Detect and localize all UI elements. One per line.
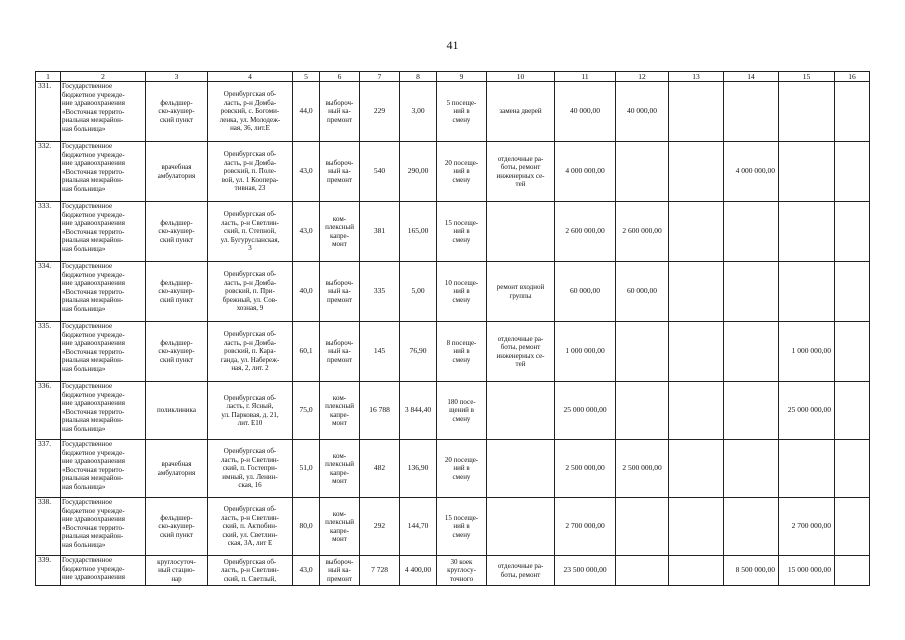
amount-col12 [616, 556, 669, 586]
amount-col15 [779, 262, 835, 322]
amount-col15: 2 700 000,00 [779, 498, 835, 556]
repair-type: выбороч- ный ка- премонт [320, 82, 360, 142]
works-description: ремонт входной группы [487, 262, 555, 322]
amount-col16 [835, 322, 870, 382]
capacity: 15 посеще- ний в смену [437, 498, 487, 556]
works-description: замена дверей [487, 82, 555, 142]
total-amount: 2 500 000,00 [555, 440, 616, 498]
cell-col7: 482 [360, 440, 400, 498]
facility-type: фельдшер- ско-акушер- ский пункт [146, 202, 208, 262]
column-number: 16 [835, 72, 870, 82]
works-description [487, 498, 555, 556]
facility-address: Оренбургская об- ласть, р-н Светлин- ский, п. Актюбин- ский, ул. Светлин- ская, 3А, лит Е [208, 498, 293, 556]
cell-col7: 7 728 [360, 556, 400, 586]
cell-col5: 80,0 [293, 498, 320, 556]
repair-type: ком- плексный капре- монт [320, 440, 360, 498]
total-amount: 25 000 000,00 [555, 382, 616, 440]
cell-col5: 60,1 [293, 322, 320, 382]
table-row [36, 498, 870, 556]
amount-col16 [835, 440, 870, 498]
cell-col7: 335 [360, 262, 400, 322]
amount-col16 [835, 142, 870, 202]
facilities-table [35, 71, 870, 586]
column-number: 15 [779, 72, 835, 82]
row-number: 338. [36, 498, 61, 556]
repair-type: ком- плексный капре- монт [320, 382, 360, 440]
amount-col14 [724, 262, 779, 322]
cell-col8: 136,90 [400, 440, 437, 498]
table-row [36, 382, 870, 440]
facility-type: фельдшер- ско-акушер- ский пункт [146, 262, 208, 322]
institution-name: Государственное бюджетное учрежде- ние здравоохранения «Восточная террито- риальная межрайон- ная больница» [61, 322, 146, 382]
total-amount: 23 500 000,00 [555, 556, 616, 586]
amount-col15 [779, 440, 835, 498]
capacity: 20 посеще- ний в смену [437, 440, 487, 498]
amount-col13 [669, 322, 724, 382]
amount-col12: 2 600 000,00 [616, 202, 669, 262]
works-description: отделочные ра- боты, ремонт [487, 556, 555, 586]
amount-col12: 60 000,00 [616, 262, 669, 322]
repair-type: выбороч- ный ка- премонт [320, 556, 360, 586]
column-number: 10 [487, 72, 555, 82]
row-number: 339. [36, 556, 61, 586]
repair-type: ком- плексный капре- монт [320, 202, 360, 262]
cell-col8: 144,70 [400, 498, 437, 556]
works-description [487, 440, 555, 498]
capacity: 30 коек круглосу- точного [437, 556, 487, 586]
repair-type: ком- плексный капре- монт [320, 498, 360, 556]
cell-col5: 75,0 [293, 382, 320, 440]
amount-col15 [779, 82, 835, 142]
amount-col13 [669, 82, 724, 142]
column-number-row [36, 72, 870, 82]
institution-name: Государственное бюджетное учрежде- ние здравоохранения «Восточная террито- риальная межрайон- ная больница» [61, 440, 146, 498]
cell-col5: 43,0 [293, 556, 320, 586]
total-amount: 60 000,00 [555, 262, 616, 322]
institution-name: Государственное бюджетное учрежде- ние здравоохранения «Восточная террито- риальная межрайон- ная больница» [61, 142, 146, 202]
facility-address: Оренбургская об- ласть, г. Ясный, ул. Парковая, д. 21, лит. Е10 [208, 382, 293, 440]
institution-name: Государственное бюджетное учрежде- ние здравоохранения «Восточная террито- риальная межрайон- ная больница» [61, 382, 146, 440]
amount-col12 [616, 382, 669, 440]
column-number: 11 [555, 72, 616, 82]
facility-type: поликлиника [146, 382, 208, 440]
row-number: 332. [36, 142, 61, 202]
facility-address: Оренбургская об- ласть, р-н Светлин- ский, п. Светлый, [208, 556, 293, 586]
amount-col15 [779, 202, 835, 262]
amount-col12 [616, 142, 669, 202]
total-amount: 4 000 000,00 [555, 142, 616, 202]
column-number: 3 [146, 72, 208, 82]
works-description [487, 202, 555, 262]
table-row [36, 556, 870, 586]
amount-col13 [669, 142, 724, 202]
amount-col12 [616, 322, 669, 382]
amount-col14 [724, 82, 779, 142]
amount-col13 [669, 556, 724, 586]
amount-col16 [835, 556, 870, 586]
cell-col7: 16 788 [360, 382, 400, 440]
cell-col7: 540 [360, 142, 400, 202]
row-number: 334. [36, 262, 61, 322]
facility-type: круглосуточ- ный стацио- нар [146, 556, 208, 586]
capacity: 20 посеще- ний в смену [437, 142, 487, 202]
table-row [36, 82, 870, 142]
table-row [36, 262, 870, 322]
table-row [36, 322, 870, 382]
cell-col8: 165,00 [400, 202, 437, 262]
column-number: 5 [293, 72, 320, 82]
amount-col14 [724, 440, 779, 498]
facility-type: фельдшер- ско-акушер- ский пункт [146, 322, 208, 382]
institution-name: Государственное бюджетное учрежде- ние здравоохранения [61, 556, 146, 586]
column-number: 7 [360, 72, 400, 82]
amount-col15: 25 000 000,00 [779, 382, 835, 440]
facility-address: Оренбургская об- ласть, р-н Домба- ровский, п. Кара- ганда, ул. Набереж- ная, 2, лит. 2 [208, 322, 293, 382]
capacity: 10 посеще- ний в смену [437, 262, 487, 322]
cell-col8: 76,90 [400, 322, 437, 382]
repair-type: выбороч- ный ка- премонт [320, 142, 360, 202]
facility-type: фельдшер- ско-акушер- ский пункт [146, 82, 208, 142]
amount-col16 [835, 82, 870, 142]
cell-col8: 3,00 [400, 82, 437, 142]
institution-name: Государственное бюджетное учрежде- ние здравоохранения «Восточная террито- риальная межрайон- ная больница» [61, 262, 146, 322]
facility-type: фельдшер- ско-акушер- ский пункт [146, 498, 208, 556]
cell-col8: 3 844,40 [400, 382, 437, 440]
amount-col14 [724, 322, 779, 382]
row-number: 337. [36, 440, 61, 498]
amount-col15 [779, 142, 835, 202]
amount-col14 [724, 382, 779, 440]
facility-address: Оренбургская об- ласть, р-н Светлин- ский, п. Степной, ул. Бугурусланская, 3 [208, 202, 293, 262]
column-number: 12 [616, 72, 669, 82]
cell-col8: 4 400,00 [400, 556, 437, 586]
cell-col7: 229 [360, 82, 400, 142]
cell-col5: 43,0 [293, 202, 320, 262]
repair-type: выбороч- ный ка- премонт [320, 262, 360, 322]
table-row [36, 202, 870, 262]
cell-col5: 40,0 [293, 262, 320, 322]
capacity: 5 посеще- ний в смену [437, 82, 487, 142]
amount-col14 [724, 498, 779, 556]
column-number: 8 [400, 72, 437, 82]
capacity: 8 посеще- ний в смену [437, 322, 487, 382]
column-number: 6 [320, 72, 360, 82]
facility-address: Оренбургская об- ласть, р-н Светлин- ский, п. Гостепри- имный, ул. Ленин- ская, 16 [208, 440, 293, 498]
row-number: 331. [36, 82, 61, 142]
total-amount: 1 000 000,00 [555, 322, 616, 382]
cell-col5: 43,0 [293, 142, 320, 202]
cell-col5: 44,0 [293, 82, 320, 142]
amount-col16 [835, 262, 870, 322]
column-number: 2 [61, 72, 146, 82]
institution-name: Государственное бюджетное учрежде- ние здравоохранения «Восточная террито- риальная межрайон- ная больница» [61, 82, 146, 142]
amount-col13 [669, 440, 724, 498]
facility-address: Оренбургская об- ласть, р-н Домба- ровский, п. При- брежный, ул. Сов- хозная, 9 [208, 262, 293, 322]
amount-col13 [669, 262, 724, 322]
amount-col16 [835, 382, 870, 440]
works-description [487, 382, 555, 440]
amount-col12: 2 500 000,00 [616, 440, 669, 498]
facility-type: врачебная амбулатория [146, 440, 208, 498]
cell-col7: 292 [360, 498, 400, 556]
cell-col7: 145 [360, 322, 400, 382]
column-number: 4 [208, 72, 293, 82]
row-number: 335. [36, 322, 61, 382]
table-row [36, 440, 870, 498]
row-number: 333. [36, 202, 61, 262]
capacity: 180 посе- щений в смену [437, 382, 487, 440]
amount-col13 [669, 498, 724, 556]
column-number: 9 [437, 72, 487, 82]
cell-col8: 5,00 [400, 262, 437, 322]
cell-col5: 51,0 [293, 440, 320, 498]
amount-col14 [724, 202, 779, 262]
amount-col14: 8 500 000,00 [724, 556, 779, 586]
table-row [36, 142, 870, 202]
total-amount: 2 700 000,00 [555, 498, 616, 556]
total-amount: 40 000,00 [555, 82, 616, 142]
works-description: отделочные ра- боты, ремонт инженерных се- тей [487, 142, 555, 202]
institution-name: Государственное бюджетное учрежде- ние здравоохранения «Восточная террито- риальная межрайон- ная больница» [61, 202, 146, 262]
column-number: 13 [669, 72, 724, 82]
row-number: 336. [36, 382, 61, 440]
amount-col15: 15 000 000,00 [779, 556, 835, 586]
works-description: отделочные ра- боты, ремонт инженерных се- тей [487, 322, 555, 382]
repair-type: выбороч- ный ка- премонт [320, 322, 360, 382]
amount-col13 [669, 202, 724, 262]
facility-type: врачебная амбулатория [146, 142, 208, 202]
capacity: 15 посеще- ний в смену [437, 202, 487, 262]
amount-col16 [835, 498, 870, 556]
facility-address: Оренбургская об- ласть, р-н Домба- ровский, с. Богоми- ленка, ул. Молодеж- ная, 36, лит.Е [208, 82, 293, 142]
column-number: 1 [36, 72, 61, 82]
amount-col13 [669, 382, 724, 440]
amount-col12 [616, 498, 669, 556]
amount-col14: 4 000 000,00 [724, 142, 779, 202]
page-number: 41 [446, 38, 459, 52]
cell-col8: 290,00 [400, 142, 437, 202]
total-amount: 2 600 000,00 [555, 202, 616, 262]
institution-name: Государственное бюджетное учрежде- ние здравоохранения «Восточная террито- риальная межрайон- ная больница» [61, 498, 146, 556]
amount-col16 [835, 202, 870, 262]
amount-col15: 1 000 000,00 [779, 322, 835, 382]
amount-col12: 40 000,00 [616, 82, 669, 142]
column-number: 14 [724, 72, 779, 82]
cell-col7: 381 [360, 202, 400, 262]
facility-address: Оренбургская об- ласть, р-н Домба- ровский, п. Поле- вой, ул. 1 Коопера- тивная, 23 [208, 142, 293, 202]
